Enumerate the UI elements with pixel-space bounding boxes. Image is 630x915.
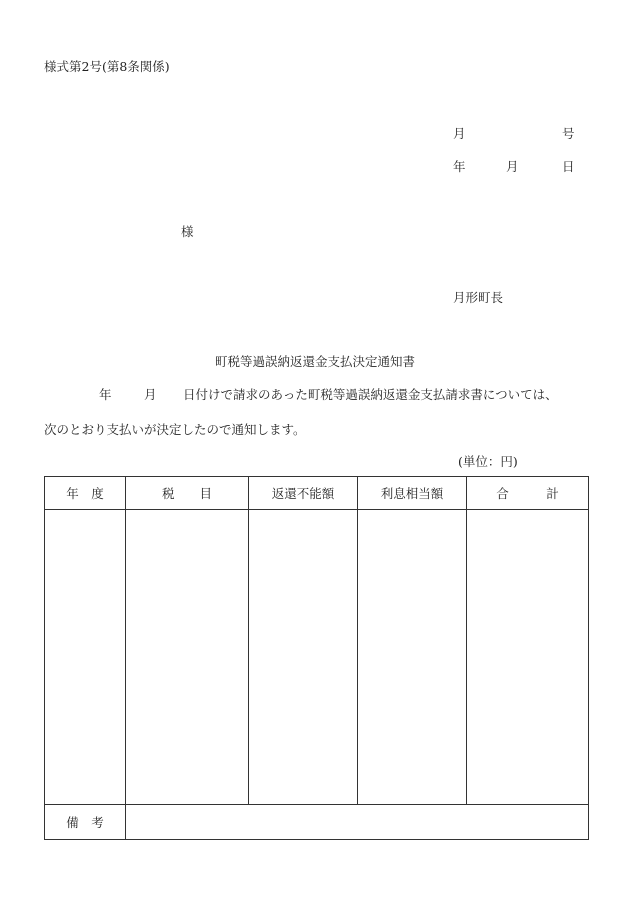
date-month2-label: 月 <box>506 159 519 174</box>
header-tax-item: 税 目 <box>126 477 249 510</box>
remarks-label: 備 考 <box>45 805 126 840</box>
cell-tax-item <box>126 510 249 805</box>
table-header-row <box>45 477 589 510</box>
document-title: 町税等過誤納返還金支払決定通知書 <box>214 354 415 369</box>
body-line-2: 次のとおり支払いが決定したので通知します。 <box>44 422 306 437</box>
cell-fiscal-year <box>45 510 126 805</box>
issuer-name: 月形町長 <box>453 290 504 305</box>
date-year-label: 年 <box>453 159 466 174</box>
amounts-table <box>44 476 589 840</box>
header-interest-amount: 利息相当額 <box>358 477 467 510</box>
date-month-label: 月 <box>453 126 466 141</box>
form-number: 様式第2号(第8条関係) <box>44 59 170 74</box>
header-total: 合 計 <box>467 477 589 510</box>
remarks-row <box>45 805 589 840</box>
body-sentence-1: 日付けで請求のあった町税等過誤納返還金支払請求書については、 <box>183 387 558 402</box>
cell-unrefundable-amount <box>249 510 358 805</box>
body-month-label: 月 <box>144 387 157 402</box>
cell-total <box>467 510 589 805</box>
cell-interest-amount <box>358 510 467 805</box>
date-day-label: 日 <box>562 159 575 174</box>
remarks-value <box>126 805 589 840</box>
table-row <box>45 510 589 805</box>
body-year-label: 年 <box>99 387 112 402</box>
addressee-suffix: 様 <box>181 224 194 239</box>
date-number-label: 号 <box>562 126 575 141</box>
header-unrefundable-amount: 返還不能額 <box>249 477 358 510</box>
unit-label: (単位：円) <box>458 454 518 469</box>
header-fiscal-year: 年 度 <box>45 477 126 510</box>
